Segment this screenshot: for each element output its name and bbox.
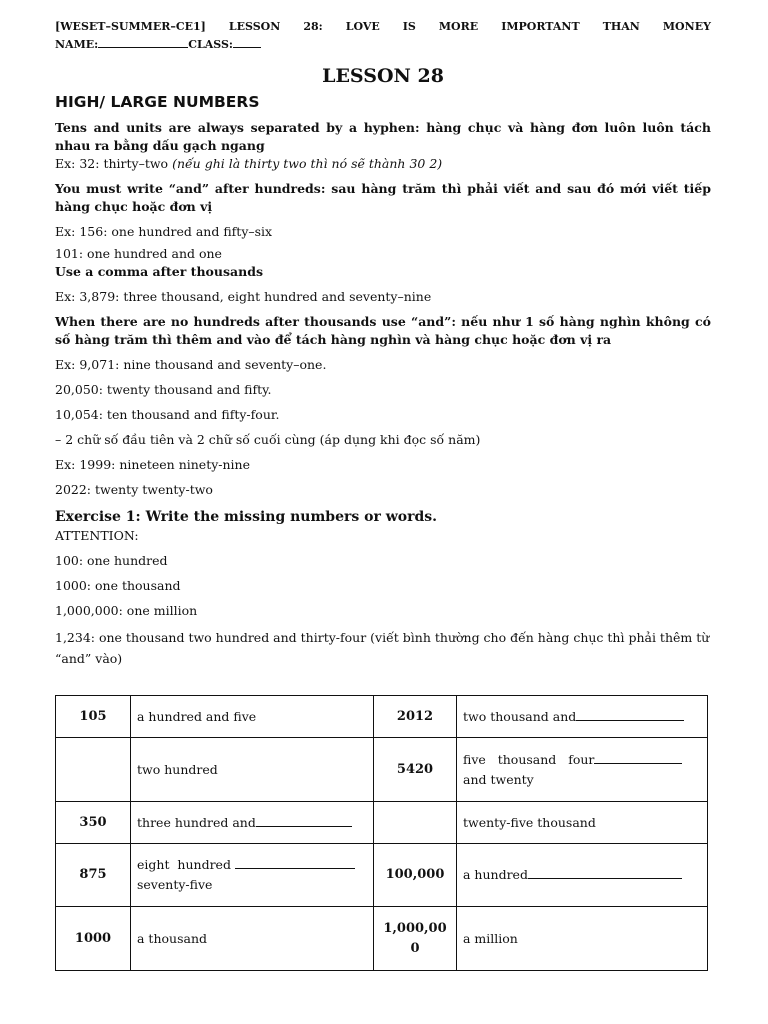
attention-item-3: 1,000,000: one million xyxy=(55,603,198,618)
words-cell: two hundred xyxy=(131,738,374,802)
attention-item-4: 1,234: one thousand two hundred and thirty-four (viết bình thường cho đến hàng chục thì phải thêm từ “and” vào) xyxy=(55,630,710,666)
answer-blank[interactable] xyxy=(256,814,352,827)
header-word: IMPORTANT xyxy=(501,20,580,33)
header-name-class-line xyxy=(55,35,711,53)
answer-blank[interactable] xyxy=(528,866,682,879)
table-row xyxy=(56,696,708,738)
words-cell: a million xyxy=(457,907,708,971)
number-text: 0 xyxy=(410,940,420,956)
answer-cell[interactable] xyxy=(56,738,131,802)
rule-years-example-1: Ex: 1999: nineteen ninety-nine xyxy=(55,457,250,472)
words-text: and twenty xyxy=(463,771,534,787)
words-text: a hundred xyxy=(463,867,528,882)
header-word: THAN xyxy=(602,20,640,33)
lesson-title: LESSON 28 xyxy=(322,65,444,87)
exercise-table xyxy=(55,695,708,971)
words-text: three hundred and xyxy=(137,814,256,830)
words-cell xyxy=(457,696,708,738)
words-cell xyxy=(457,844,708,907)
rule-no-hundreds: When there are no hundreds after thousands use “and”: nếu như 1 số hàng nghìn không có số hàng trăm thì thêm and vào để tách hàng nghìn và hàng chục hoặc đơn vị ra xyxy=(55,314,711,347)
words-cell: twenty-five thousand xyxy=(457,802,708,844)
number-cell xyxy=(374,907,457,971)
words-text: five thousand four xyxy=(463,751,595,767)
number-cell: 875 xyxy=(56,844,131,907)
rule-comma-example: Ex: 3,879: three thousand, eight hundred and seventy–nine xyxy=(55,289,432,304)
attention-item-2: 1000: one thousand xyxy=(55,578,181,593)
example-text: Ex: 32: thirty–two xyxy=(55,156,173,171)
rule-and-example-1: Ex: 156: one hundred and fifty–six xyxy=(55,224,273,239)
header-word: LOVE xyxy=(345,20,380,33)
section-title: HIGH/ LARGE NUMBERS xyxy=(55,93,260,111)
header-word: MONEY xyxy=(662,20,711,33)
rule-hyphen: Tens and units are always separated by a hyphen: hàng chục và hàng đơn luôn luôn tách nhau ra bằng dấu gạch ngang xyxy=(55,120,711,153)
number-text: 1,000,00 xyxy=(383,920,447,936)
rule-no-hundreds-example-3: 10,054: ten thousand and fifty-four. xyxy=(55,407,280,422)
header-word: IS xyxy=(402,20,416,33)
answer-cell[interactable] xyxy=(374,802,457,844)
rule-years: – 2 chữ số đầu tiên và 2 chữ số cuối cùng (áp dụng khi đọc số năm) xyxy=(55,432,481,447)
number-cell: 1000 xyxy=(56,907,131,971)
header-word: [WESET–SUMMER–CE1] xyxy=(55,20,206,33)
worksheet-page xyxy=(55,18,711,669)
rule-hyphen-example xyxy=(55,155,711,173)
words-cell: a hundred and five xyxy=(131,696,374,738)
attention-item-1: 100: one hundred xyxy=(55,553,168,568)
rule-and-example-2: 101: one hundred and one xyxy=(55,246,222,261)
table-row xyxy=(56,738,708,802)
number-cell: 2012 xyxy=(374,696,457,738)
number-cell: 100,000 xyxy=(374,844,457,907)
words-text: seventy-five xyxy=(137,877,213,892)
class-blank[interactable] xyxy=(233,35,261,48)
words-text: eight hundred xyxy=(137,857,235,872)
table-row xyxy=(56,844,708,907)
number-cell: 105 xyxy=(56,696,131,738)
rule-no-hundreds-example-1: Ex: 9,071: nine thousand and seventy–one. xyxy=(55,357,327,372)
words-cell xyxy=(457,738,708,802)
exercise-title: Exercise 1: Write the missing numbers or words. xyxy=(55,509,438,525)
rule-years-example-2: 2022: twenty twenty-two xyxy=(55,482,213,497)
worksheet-header xyxy=(55,18,711,53)
header-course-line xyxy=(55,18,711,35)
name-label: NAME: xyxy=(55,38,99,51)
header-word: 28: xyxy=(303,20,323,33)
table-row xyxy=(56,802,708,844)
name-blank[interactable] xyxy=(98,35,188,48)
words-cell xyxy=(131,802,374,844)
rule-and-after-hundreds: You must write “and” after hundreds: sau hàng trăm thì phải viết and sau đó mới viết tiếp hàng chục hoặc đơn vị xyxy=(55,181,711,214)
words-text: two thousand and xyxy=(463,708,577,724)
answer-blank[interactable] xyxy=(576,708,684,721)
header-word: LESSON xyxy=(228,20,281,33)
table-row xyxy=(56,907,708,971)
number-cell: 5420 xyxy=(374,738,457,802)
attention-label: ATTENTION: xyxy=(55,528,139,543)
words-cell xyxy=(131,844,374,907)
answer-blank[interactable] xyxy=(594,751,682,764)
rule-no-hundreds-example-2: 20,050: twenty thousand and fifty. xyxy=(55,382,272,397)
example-note: (nếu ghi là thirty two thì nó sẽ thành 30 2) xyxy=(172,156,443,171)
answer-blank[interactable] xyxy=(235,856,355,869)
number-cell: 350 xyxy=(56,802,131,844)
words-cell: a thousand xyxy=(131,907,374,971)
class-label: CLASS: xyxy=(188,38,233,51)
header-word: MORE xyxy=(438,20,479,33)
rule-comma: Use a comma after thousands xyxy=(55,264,263,279)
